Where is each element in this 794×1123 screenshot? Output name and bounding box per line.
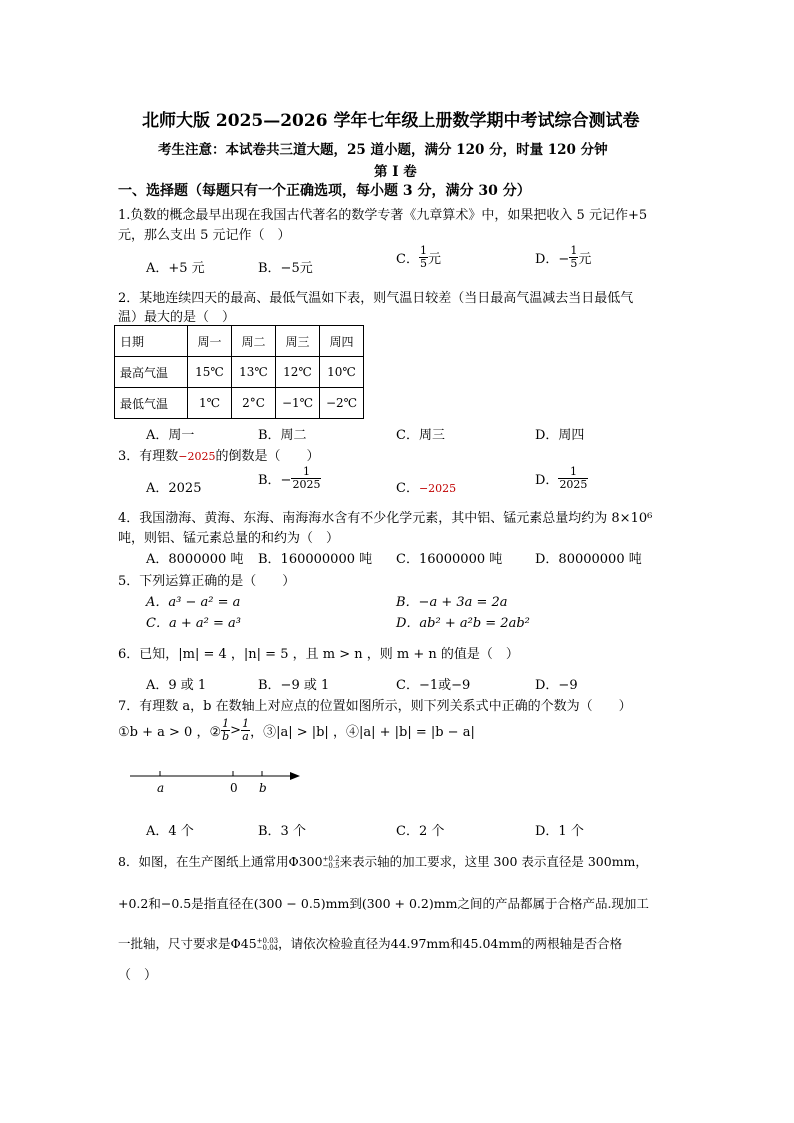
q8-tol1-lower: −0.5 — [322, 861, 340, 870]
question-6-line: 6．已知，|m| = 4 ，|n| = 5 ，且 m > n ，则 m + n 的值是（ ） — [118, 647, 519, 662]
q8-line3-prefix: 一批轴，尺寸要求是Φ45 — [118, 936, 257, 951]
table-header-cell: 周一 — [188, 326, 232, 357]
q5-option-a: A．a³ − a² = a — [146, 595, 241, 610]
q5-option-d: D．ab² + a²b = 2ab² — [396, 616, 530, 631]
question-5-line: 5．下列运算正确的是（ ） — [118, 574, 296, 589]
q6-option-b: B．−9 或 1 — [258, 678, 330, 693]
q8-tolerance-2 — [257, 938, 278, 952]
q1-c-prefix: C． — [396, 252, 419, 267]
q1-d-suffix: 元 — [578, 252, 592, 267]
table-header-cell: 周四 — [320, 326, 364, 357]
q3-d-fraction — [558, 466, 588, 491]
q7-gt: > — [230, 723, 242, 738]
q1-c-suffix: 元 — [427, 252, 441, 267]
table-row — [115, 357, 364, 388]
table-header-cell: 周二 — [232, 326, 276, 357]
q3-option-d — [535, 466, 588, 491]
q7-option-c: C．2 个 — [396, 824, 445, 839]
q8-tol1-upper: +0.2 — [322, 854, 340, 863]
question-4-line-1: 4．我国渤海、黄海、东海、南海海水含有不少化学元素，其中铝、锰元素总量均约为 8×10⁶ — [118, 511, 653, 526]
q8-tol2-lower: −0.04 — [256, 943, 279, 952]
q3-c-prefix: C． — [396, 481, 419, 496]
q3-option-a: A．2025 — [146, 481, 202, 496]
q1-option-b: B．−5元 — [258, 261, 313, 276]
question-8-line-1 — [118, 852, 648, 870]
table-cell: −2℃ — [320, 388, 364, 419]
q6-option-c: C．−1或−9 — [396, 678, 471, 693]
table-row — [115, 326, 364, 357]
table-cell: 13℃ — [232, 357, 276, 388]
q7-frac1-num: 1 — [222, 717, 230, 730]
q3-c-value: −2025 — [418, 482, 457, 495]
q1-d-prefix: D．− — [535, 252, 570, 267]
q8-line3-suffix: ，请依次检验直径为44.97mm和45.04mm的两根轴是否合格 — [278, 936, 623, 951]
q1-c-fraction — [419, 245, 428, 270]
q4-option-a: A．8000000 吨 — [146, 552, 244, 567]
exam-notice: 考生注意：本试卷共三道大题，25 道小题，满分 120 分，时量 120 分钟 — [158, 142, 608, 158]
q8-tol2-upper: +0.03 — [256, 936, 279, 945]
table-cell: 1℃ — [188, 388, 232, 419]
volume-label: 第 I 卷 — [374, 164, 417, 180]
q3-option-c — [396, 477, 456, 496]
q7-option-d: D．1 个 — [535, 824, 584, 839]
q1-d-den: 5 — [570, 257, 578, 270]
q2-option-b: B．周二 — [258, 428, 307, 443]
q3-d-den: 2025 — [559, 478, 588, 491]
q7-statements-3-4: ，③|a| > |b| ，④|a| + |b| = |b − a| — [250, 725, 475, 740]
q1-c-num: 1 — [419, 244, 427, 257]
axis-label-0: 0 — [230, 781, 238, 795]
number-line — [120, 765, 320, 805]
q3-d-num: 1 — [558, 466, 588, 479]
q7-frac2-num: 1 — [242, 717, 250, 730]
question-2-line-1: 2．某地连续四天的最高、最低气温如下表，则气温日较差（当日最高气温减去当日最低气 — [118, 291, 634, 306]
q1-option-d — [535, 245, 591, 270]
q3-b-fraction — [291, 466, 321, 491]
q3-b-prefix: B．− — [258, 473, 292, 488]
q1-option-c — [396, 245, 441, 270]
question-1-line-2: 元，那么支出 5 元记作（ ） — [118, 228, 291, 243]
q1-d-fraction — [569, 245, 578, 270]
table-header-cell: 周三 — [276, 326, 320, 357]
q3-b-num: 1 — [291, 466, 321, 479]
q7-frac2-den: a — [242, 730, 249, 743]
q4-option-c: C．16000000 吨 — [396, 552, 503, 567]
q4-option-b: B．160000000 吨 — [258, 552, 373, 567]
q3-prefix: 3．有理数 — [118, 449, 179, 464]
table-cell: 2°C — [232, 388, 276, 419]
q7-fraction-2 — [241, 718, 250, 743]
q3-d-prefix: D． — [535, 473, 559, 488]
question-7-statements — [118, 718, 475, 743]
table-cell: 15℃ — [188, 357, 232, 388]
q2-option-a: A．周一 — [146, 428, 195, 443]
q7-frac1-den: b — [222, 730, 230, 743]
table-cell: 10℃ — [320, 357, 364, 388]
table-cell: 最高气温 — [115, 357, 188, 388]
axis-label-b: b — [259, 781, 267, 795]
q7-statement-1: ①b + a > 0 ，② — [118, 725, 222, 740]
q2-option-c: C．周三 — [396, 428, 445, 443]
q3-option-b — [258, 466, 321, 491]
page-title: 北师大版 2025—2026 学年七年级上册数学期中考试综合测试卷 — [142, 111, 640, 131]
q1-d-num: 1 — [570, 244, 578, 257]
q1-c-den: 5 — [419, 257, 427, 270]
question-8-line-2: +0.2和−0.5是指直径在(300 − 0.5)mm到(300 + 0.2)mm之间的产品都属于合格产品.现加工 — [118, 896, 649, 911]
question-2-line-2: 温）最大的是（ ） — [118, 310, 236, 325]
temperature-table — [114, 325, 364, 419]
q5-option-b: B．−a + 3a = 2a — [396, 595, 508, 610]
q7-option-b: B．3 个 — [258, 824, 306, 839]
number-line-arrow — [290, 772, 300, 780]
table-cell: −1℃ — [276, 388, 320, 419]
axis-label-a: a — [157, 781, 165, 795]
q2-option-d: D．周四 — [535, 428, 585, 443]
q3-number: −2025 — [178, 450, 216, 463]
q7-fraction-1 — [221, 718, 230, 743]
table-cell: 最低气温 — [115, 388, 188, 419]
q8-tolerance-1 — [323, 856, 340, 870]
question-1-line-1: 1.负数的概念最早出现在我国古代著名的数学专著《九章算术》中，如果把收入 5 元记作+5 — [118, 208, 648, 223]
question-7-line-1: 7．有理数 a，b 在数轴上对应点的位置如图所示，则下列关系式中正确的个数为（ ） — [118, 699, 632, 714]
table-header-cell: 日期 — [115, 326, 188, 357]
question-4-line-2: 吨，则铝、锰元素总量的和约为（ ） — [118, 531, 340, 546]
question-8-line-4: （ ） — [118, 968, 158, 983]
q1-option-a: A．+5 元 — [146, 261, 205, 276]
question-3-line — [118, 445, 320, 464]
table-row — [115, 388, 364, 419]
q5-option-c: C．a + a² = a³ — [146, 616, 241, 631]
q8-line1-suffix: 来表示轴的加工要求，这里 300 表示直径是 300mm， — [339, 854, 648, 869]
q6-option-d: D．−9 — [535, 678, 578, 693]
table-cell: 12℃ — [276, 357, 320, 388]
q8-line1-prefix: 8．如图，在生产图纸上通常用Φ300 — [118, 854, 323, 869]
q3-b-den: 2025 — [292, 478, 321, 491]
question-8-line-3 — [118, 934, 622, 952]
section-heading: 一、选择题（每题只有一个正确选项，每小题 3 分，满分 30 分） — [118, 183, 531, 199]
q4-option-d: D．80000000 吨 — [535, 552, 642, 567]
q6-option-a: A．9 或 1 — [146, 678, 207, 693]
q7-option-a: A．4 个 — [146, 824, 194, 839]
q3-suffix: 的倒数是（ ） — [215, 449, 320, 464]
